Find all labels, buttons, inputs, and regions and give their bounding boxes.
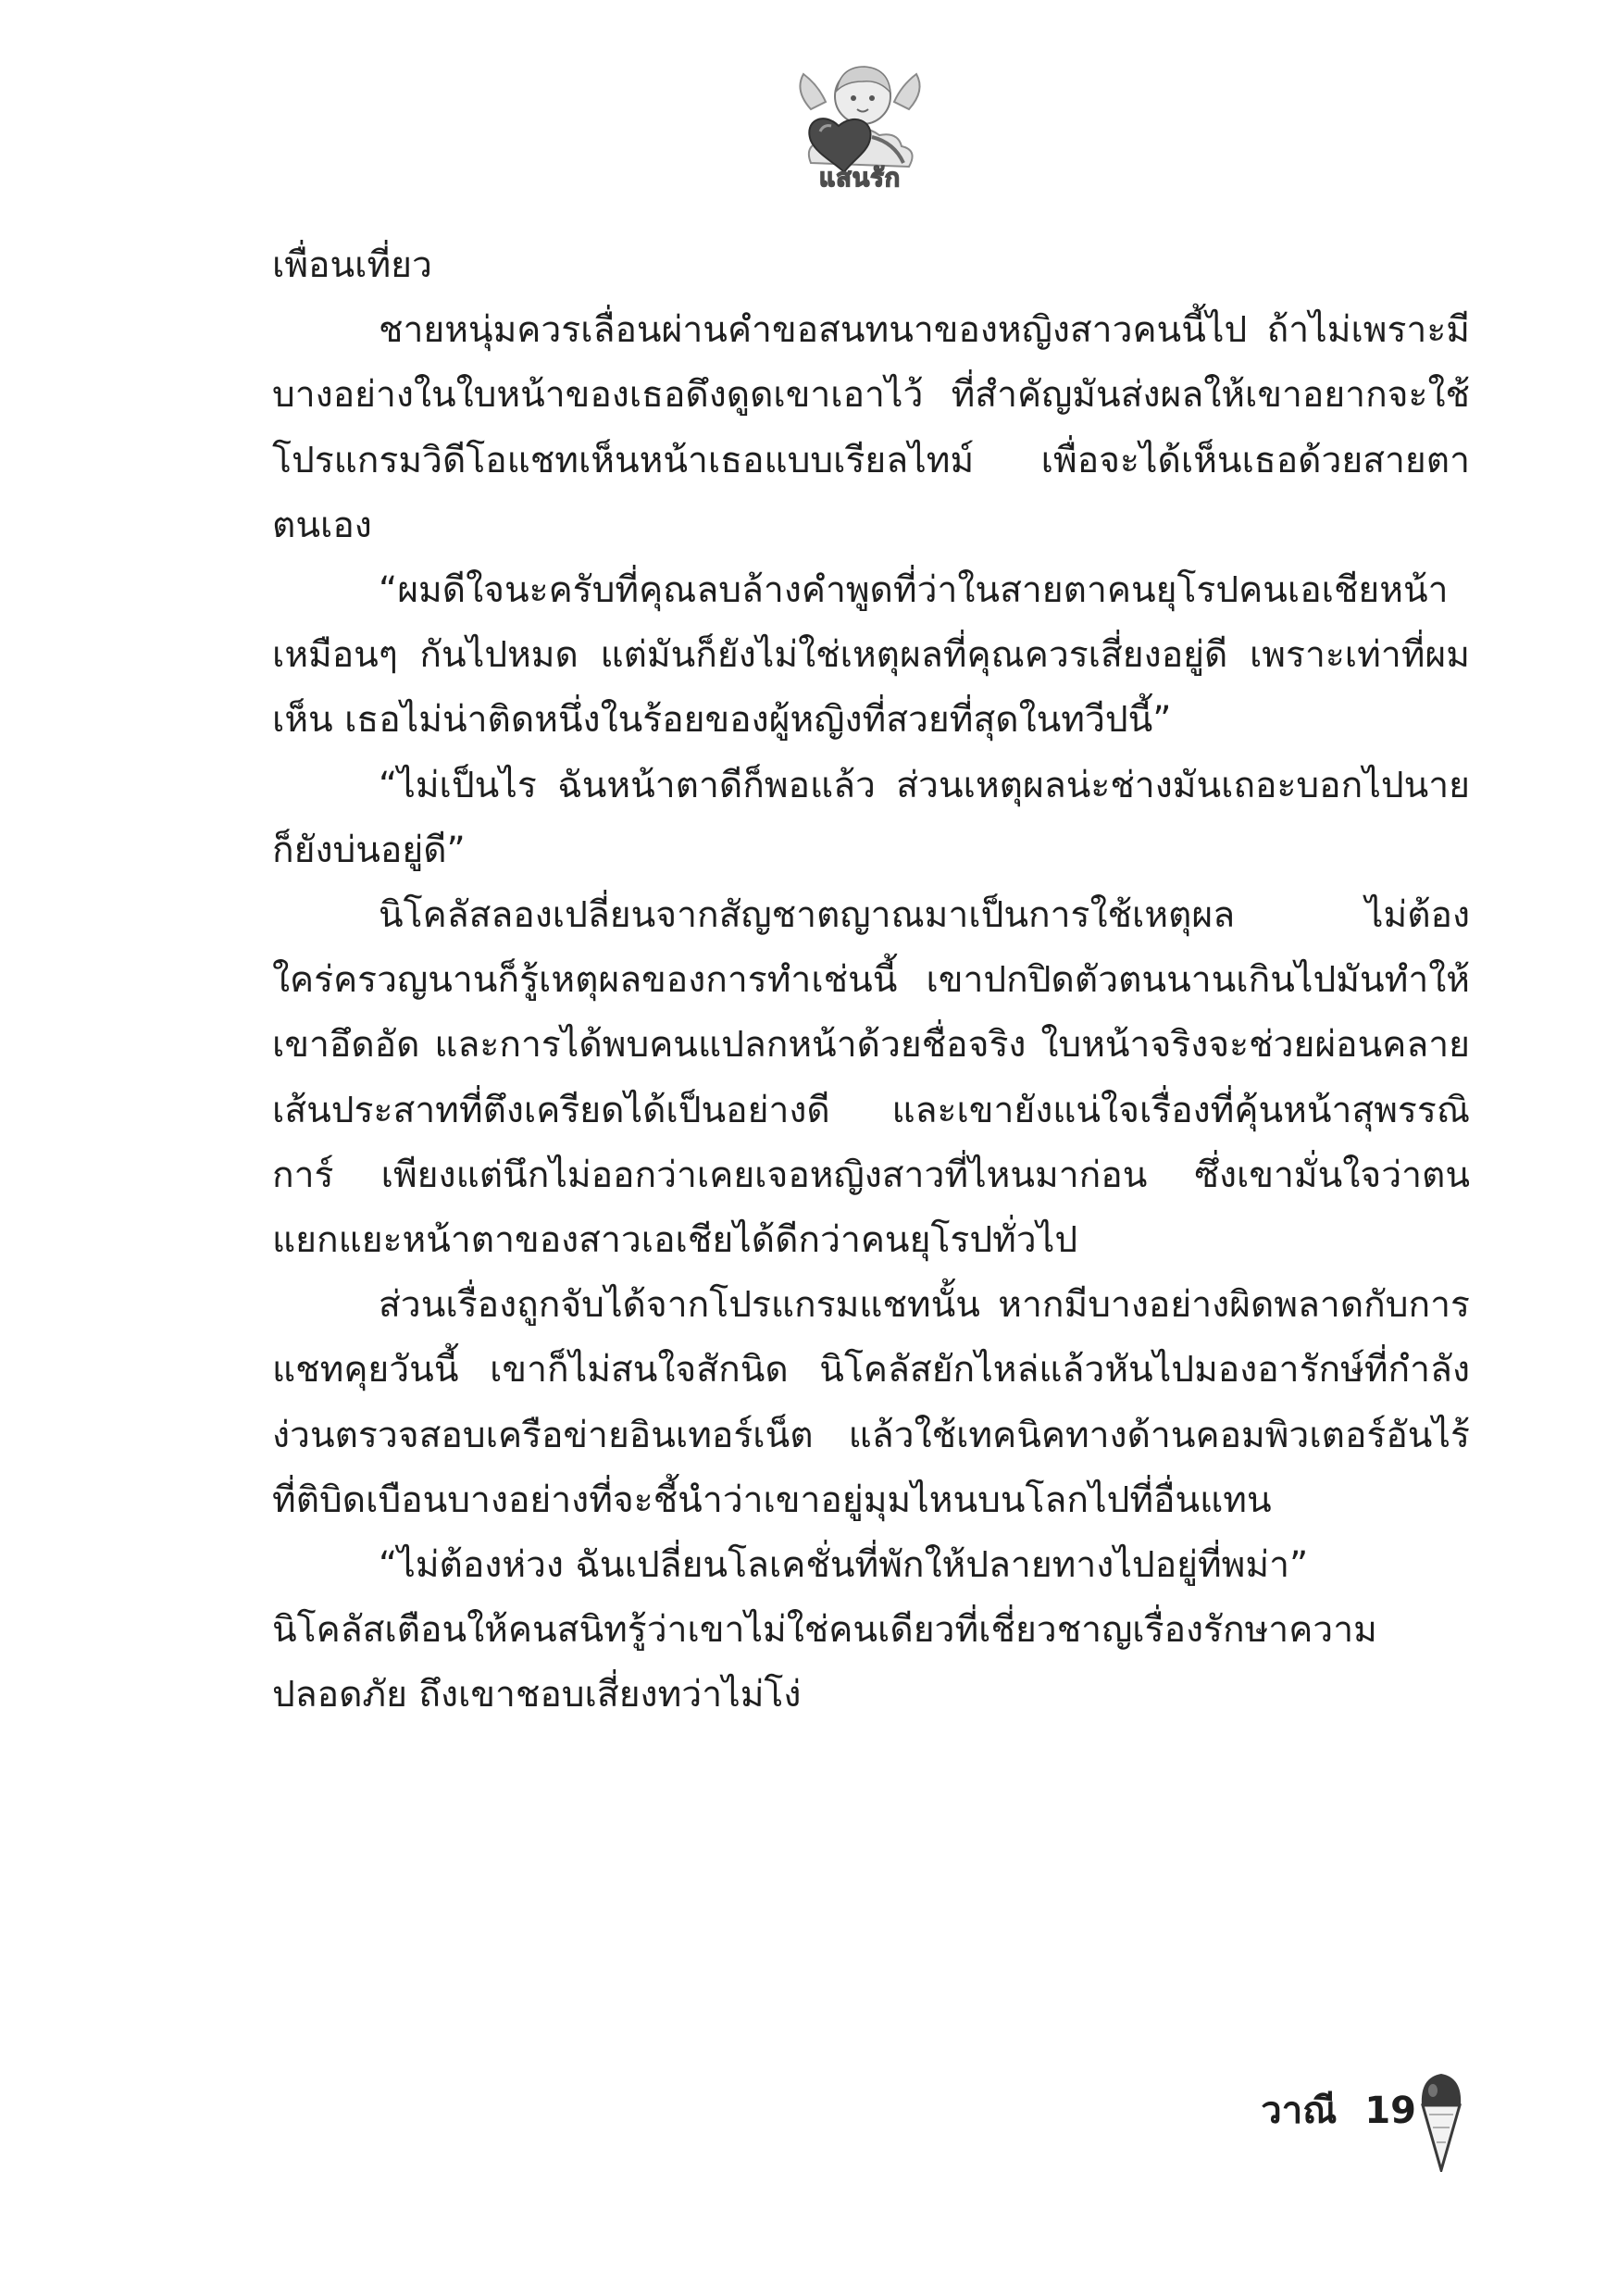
paragraph: “ผมดีใจนะครับที่คุณลบล้างคำพูดที่ว่าในสายตาคนยุโรปคนเอเชียหน้าเหมือนๆ กันไปหมด แต่มันก็ยังไม่ใช่เหตุผลที่คุณควรเสี่ยงอยู่ดี เพราะเท่าที่ผมเห็น เธอไม่น่าติดหนึ่งในร้อยของผู้หญิงที่สวยที่สุดในทวีปนี้” xyxy=(272,569,1470,742)
paragraph: นิโคลัสเตือนให้คนสนิทรู้ว่าเขาไม่ใช่คนเดียวที่เชี่ยวชาญเรื่องรักษาความปลอดภัย ถึงเขาชอบเสี่ยงทว่าไม่โง่ xyxy=(272,1609,1377,1716)
ice-cream-cone-icon xyxy=(1418,2068,1464,2172)
paragraph: ชายหนุ่มควรเลื่อนผ่านคำขอสนทนาของหญิงสาวคนนี้ไป ถ้าไม่เพราะมีบางอย่างในใบหน้าของเธอดึงดูดเขาเอาไว้ ที่สำคัญมันส่งผลให้เขาอยากจะใช้โปรแกรมวิดีโอแชทเห็นหน้าเธอแบบเรียลไทม์ เพื่อจะได้เห็นเธอด้วยสายตาตนเอง xyxy=(272,309,1470,546)
paragraph: ส่วนเรื่องถูกจับได้จากโปรแกรมแชทนั้น หากมีบางอย่างผิดพลาดกับการแชทคุยวันนี้ เขาก็ไม่สนใจสักนิด นิโคลัสยักไหล่แล้วหันไปมองอารักษ์ที่กำลังง่วนตรวจสอบเครือข่ายอินเทอร์เน็ต แล้วใช้เทคนิคทางด้านคอมพิวเตอร์อันไร้ที่ติบิดเบือนบางอย่างที่จะชี้นำว่าเขาอยู่มุมไหนบนโลกไปที่อื่นแทน xyxy=(272,1284,1470,1521)
page-footer xyxy=(1203,2083,1416,2139)
author-name: วาณี xyxy=(1261,2090,1338,2132)
paragraph: เพื่อนเที่ยว xyxy=(272,244,432,286)
paragraph: นิโคลัสลองเปลี่ยนจากสัญชาตญาณมาเป็นการใช้เหตุผล ไม่ต้องใคร่ครวญนานก็รู้เหตุผลของการทำเช่นนี้ เขาปกปิดตัวตนนานเกินไปมันทำให้เขาอึดอัด และการได้พบคนแปลกหน้าด้วยชื่อจริง ใบหน้าจริงจะช่วยผ่อนคลายเส้นประสาทที่ตึงเครียดได้เป็นอย่างดี และเขายังแน่ใจเรื่องที่คุ้นหน้าสุพรรณิการ์ เพียงแต่นึกไม่ออกว่าเคยเจอหญิงสาวที่ไหนมาก่อน ซึ่งเขามั่นใจว่าตนแยกแยะหน้าตาของสาวเอเชียได้ดีกว่าคนยุโรปทั่วไป xyxy=(272,894,1470,1262)
paragraph: “ไม่ต้องห่วง ฉันเปลี่ยนโลเคชั่นที่พักให้ปลายทางไปอยู่ที่พม่า” xyxy=(379,1544,1309,1587)
page-number: 19 xyxy=(1364,2090,1416,2132)
body-text xyxy=(272,233,1470,1728)
publisher-logo xyxy=(783,54,937,202)
logo-text: แสนรัก xyxy=(818,164,902,193)
paragraph: “ไม่เป็นไร ฉันหน้าตาดีก็พอแล้ว ส่วนเหตุผลน่ะช่างมันเถอะบอกไปนายก็ยังบ่นอยู่ดี” xyxy=(272,764,1470,871)
